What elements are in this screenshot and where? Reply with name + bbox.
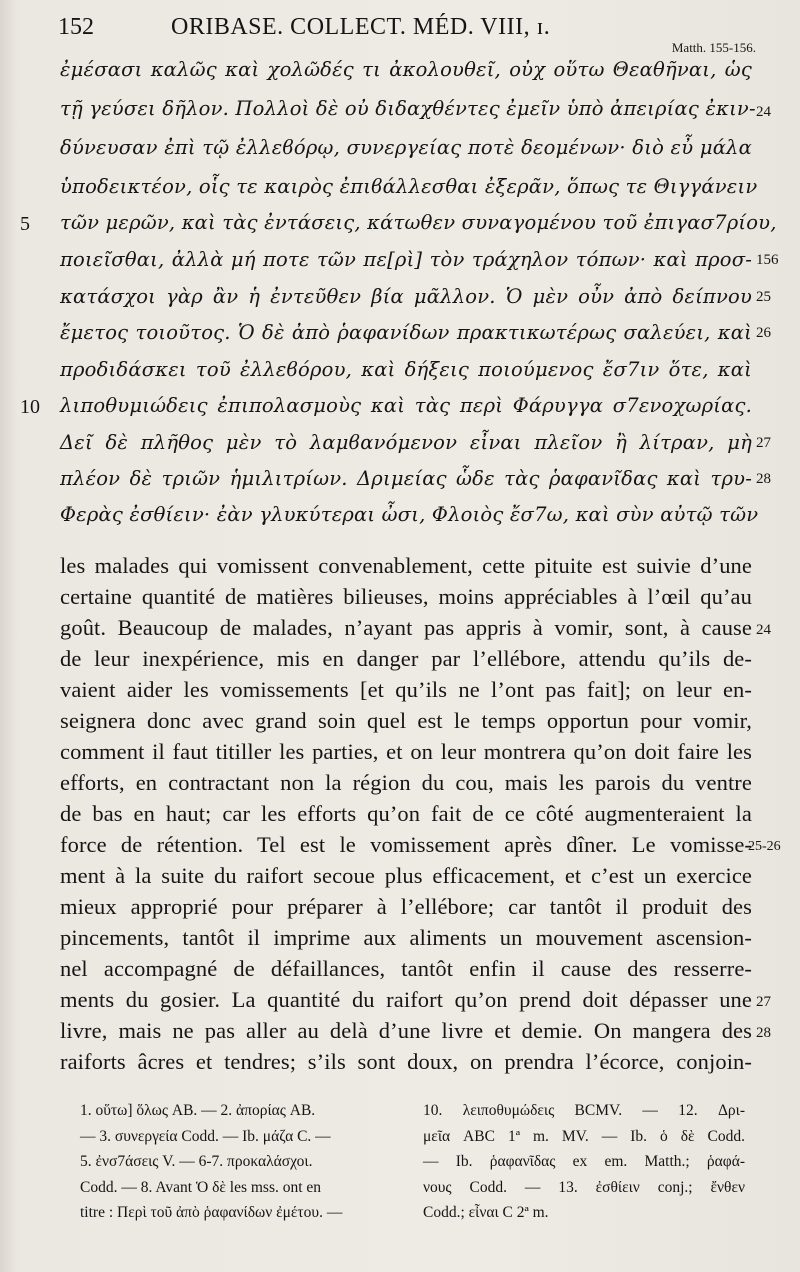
french-line: ments du gosier. La quantité du raifort qu’on prend doit dépasser une: [60, 987, 752, 1012]
running-head: ORIBASE. COLLECT. MÉD. VIII, ɪ.: [171, 14, 551, 40]
greek-line: τῇ γεύσει δῆλον. Πολλοὶ δὲ οὐ διδαχθέντες ἐμεῖν ὑπὸ ἀπειρίας ἐκιν-: [60, 97, 756, 120]
greek-line: ὑποδεικτέον, οἷς τε καιρὸς ἐπιϐάλλεσθαι ἐξερᾶν, ὅπως τε Θιγγάνειν: [60, 175, 758, 198]
french-line: raiforts âcres et tendres; s’ils sont doux, on prendra l’écorce, conjoin-: [60, 1049, 752, 1074]
french-line: vaient aider les vomissements [et qu’ils ne l’ont pas fait]; on leur en-: [60, 677, 752, 702]
french-line: pincements, tantôt il imprime aux aliments un mouvement ascension-: [60, 925, 752, 950]
french-line: mieux approprié pour préparer à l’ellébore; car tantôt il produit des: [60, 894, 752, 919]
footnote-line: 1. οὕτω] ὅλως AB. — 2. ἀπορίας AB.: [80, 1102, 316, 1119]
page-header: [58, 14, 756, 55]
greek-line: Φερὰς ἐσθίειν· ἐὰν γλυκύτεραι ὦσι, Φλοιὸς ἔσ7ω, καὶ σὺν αὐτῷ τῶν: [60, 503, 759, 526]
line-number: 10: [20, 396, 40, 418]
footnote-line: titre : Περὶ τοῦ ἀπὸ ῥαφανίδων ἐμέτου. —: [80, 1204, 343, 1221]
french-line: livre, mais ne pas aller au delà d’une livre et demie. On mangera des: [60, 1018, 752, 1043]
greek-line: ἐμέσασι καλῶς καὶ χολῶδές τι ἀκολουθεῖ, οὐχ οὕτω Θεαθῆναι, ὡς: [60, 58, 752, 81]
french-line: seignera donc avec grand soin quel est le temps opportun pour vomir,: [60, 708, 752, 733]
french-line: comment il faut titiller les parties, et on leur montrera qu’on doit faire les: [60, 739, 752, 764]
margin-number: 25: [756, 289, 771, 305]
margin-number: 156: [756, 252, 779, 268]
french-line: efforts, en contractant non la région du cou, mais les parois du ventre: [60, 770, 752, 795]
french-line: nel accompagné de défaillances, tantôt enfin il cause des resserre-: [60, 956, 752, 981]
margin-number: 26: [756, 325, 771, 341]
matthaei-reference: Matth. 155-156.: [671, 40, 756, 55]
footnote-line: Codd.; εἶναι C 2ª m.: [423, 1204, 549, 1221]
margin-number: 25-26: [748, 839, 781, 854]
footnote-line: νους Codd. — 13. ἐσθίειν conj.; ἔνθεν: [423, 1178, 745, 1196]
greek-line: προδιδάσκει τοῦ ἐλλεϐόρου, καὶ δήξεις ποιούμενος ἔσ7ιν ὅτε, καὶ: [60, 358, 752, 381]
footnotes-left-column: [80, 1098, 402, 1226]
french-line: ment à la suite du raifort secoue plus efficacement, et c’est un exercice: [60, 863, 752, 888]
line-number: 5: [20, 213, 30, 235]
footnote-line: 10. λειποθυμώδεις BCMV. — 12. Δρι-: [423, 1102, 745, 1119]
french-line: certaine quantité de matières bilieuses, moins appréciables à l’œil qu’au: [60, 584, 752, 609]
french-line: de leur inexpérience, mis en danger par l’ellébore, attendu qu’ils de-: [60, 646, 752, 671]
greek-line: Δεῖ δὲ πλῆθος μὲν τὸ λαμϐανόμενον εἶναι πλεῖον ἢ λίτραν, μὴ: [60, 431, 752, 454]
french-line: force de rétention. Tel est le vomissement après dîner. Le vomisse-: [60, 832, 752, 857]
footnote-line: Codd. — 8. Avant Ὁ δὲ les mss. ont en: [80, 1178, 322, 1196]
greek-line: δύνευσαν ἐπὶ τῷ ἐλλεϐόρῳ, συνεργείας ποτὲ δεομένων· διὸ εὖ μάλα: [60, 136, 752, 159]
french-line: de bas en haut; car les efforts qu’on fait de ce côté augmenteraient la: [60, 801, 752, 826]
footnote-line: — Ib. ῥαφανῖδας ex em. Matth.; ῥαφά-: [423, 1153, 745, 1170]
footnote-line: μεῖα ABC 1ª m. MV. — Ib. ὁ δὲ Codd.: [423, 1127, 745, 1145]
greek-line: λιποθυμιώδεις ἐπιπολασμοὺς καὶ τὰς περὶ Φάρυγγα σ7ενοχωρίας.: [60, 394, 752, 417]
margin-number: 24: [756, 622, 771, 638]
french-line: les malades qui vomissent convenablement, cette pituite est suivie d’une: [60, 553, 752, 578]
greek-line: τῶν μερῶν, καὶ τὰς ἐντάσεις, κάτωθεν συναγομένου τοῦ ἐπιγασ7ρίου,: [60, 211, 777, 234]
greek-line: ἔμετος τοιοῦτος. Ὁ δὲ ἀπὸ ῥαφανίδων πρακτικωτέρως σαλεύει, καὶ: [60, 321, 752, 344]
margin-number: 28: [756, 471, 771, 487]
page-number: 152: [58, 14, 94, 40]
footnote-line: — 3. συνεργεία Codd. — Ib. μάζα C. —: [80, 1127, 331, 1145]
margin-number: 27: [756, 435, 771, 451]
greek-line: κατάσχοι γὰρ ἂν ἡ ἐντεῦθεν βία μᾶλλον. Ὁ μὲν οὖν ἀπὸ δείπνου: [60, 285, 752, 308]
margin-number: 24: [756, 104, 771, 120]
margin-number: 28: [756, 1025, 771, 1041]
greek-line: πλέον δὲ τριῶν ἡμιλιτρίων. Δριμείας ὧδε τὰς ῥαφανῖδας καὶ τρυ-: [60, 467, 752, 490]
footnote-line: 5. ἐνσ7άσεις V. — 6-7. προκαλάσχοι.: [80, 1153, 313, 1170]
footnotes-right-column: [423, 1098, 745, 1226]
french-line: goût. Beaucoup de malades, n’ayant pas appris à vomir, sont, à cause: [60, 615, 752, 640]
greek-line: ποιεῖσθαι, ἀλλὰ μή ποτε τῶν πε[ρὶ] τὸν τράχηλον τόπων· καὶ προσ-: [60, 248, 752, 271]
margin-number: 27: [756, 994, 771, 1010]
